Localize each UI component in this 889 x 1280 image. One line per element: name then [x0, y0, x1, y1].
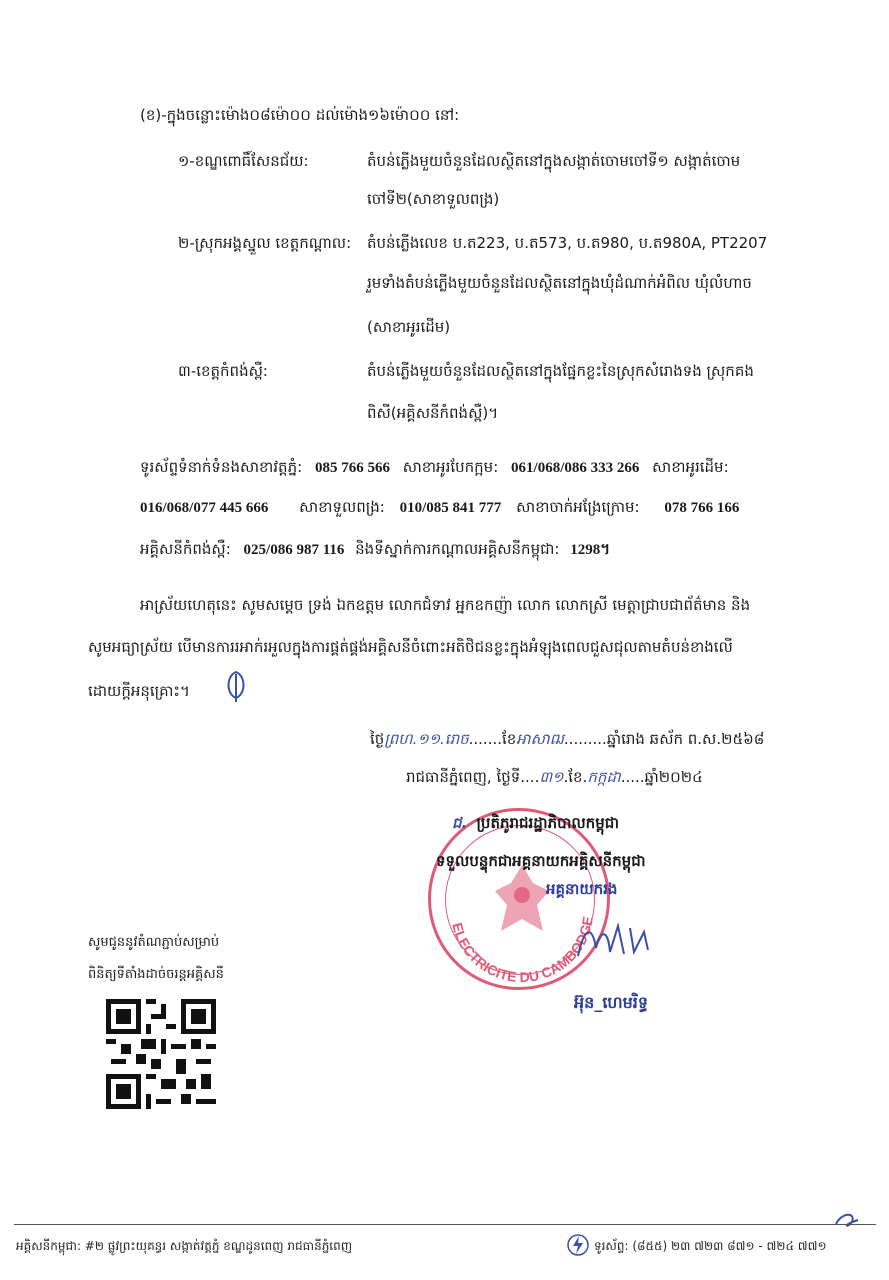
solar-suffix: .....ឆ្នាំ២០២៤ — [620, 768, 703, 786]
contacts-row-3 — [140, 538, 610, 561]
area-2-line1: តំបន់ភ្លើងលេខ ប.ត223, ប.ត573, ប.ត980, ប.ត980A, PT2207 — [367, 234, 768, 252]
lunar-month: អាសាឍ — [516, 730, 564, 748]
stamp-ring-text — [431, 811, 613, 993]
label-chak-angre: សាខាចាក់អង្រែក្រោម: — [516, 498, 640, 516]
solar-prefix: រាជធានីភ្នំពេញ, ថ្ងៃទី.... — [406, 768, 540, 786]
lunar-suffix: .........ឆ្នាំរោង ឆស័ក ព.ស.២៥៦៨ — [563, 730, 765, 748]
area-2-label: ២-ស្រុកអង្គស្នួល ខេត្តកណ្ដាល: — [178, 234, 352, 252]
phone-chak-angre: 078 766 166 — [664, 500, 740, 516]
phone-ou-daem: 016/068/077 445 666 — [140, 500, 269, 516]
label-toul-pong: សាខាទួលពង្រ: — [299, 498, 385, 516]
phone-hotline: 1298។ — [570, 542, 611, 558]
phone-wat-phnom: 085 766 566 — [314, 460, 390, 476]
phone-kampong-speu: 025/086 987 116 — [243, 542, 345, 558]
signatory-name: អ៊ុន_ហេមរិទ្ធ — [574, 993, 649, 1012]
handwritten-mark-icon — [222, 670, 252, 704]
label-ou-baek-k-orm: សាខាអូរបែកក្អម: — [402, 458, 499, 476]
qr-code[interactable] — [106, 998, 216, 1110]
contacts-row-1 — [140, 456, 729, 479]
closing-line-2: សូមអធ្យាស្រ័យ បើមានការរអាក់រអួលក្នុងការផ្គត់ផ្គង់អគ្គិសនីចំពោះអតិថិជនខ្លះក្នុងអំឡុងពេលជួសជុលតាមតំបន់ខាងលើ — [88, 638, 733, 656]
area-3-line2: ពិសី(អគ្គិសនីកំពង់ស្ពឺ)។ — [367, 404, 499, 422]
signature-prefix: ជ. — [452, 814, 468, 832]
solar-date — [406, 766, 703, 788]
handwritten-signature — [574, 918, 660, 964]
area-1-line2: ចៅទី២(សាខាទួលពង្រ) — [367, 190, 500, 208]
qr-note-line-2: ពិនិត្យទីតាំងដាច់ចរន្តអគ្គិសនី — [88, 967, 224, 982]
label-ou-daem: សាខាអូរដើម: — [652, 458, 729, 476]
section-heading: (ខ)-ក្នុងចន្លោះម៉ោង០៨ម៉ោ០០ ដល់ម៉ោង១៦ម៉ោ០០ នៅ: — [140, 106, 460, 124]
footer-phone: ទូរស័ព្ទ: (៨៥៥) ២៣ ៧២៣ ៨៧១ - ៧២៤ ៧៧១ — [594, 1239, 827, 1253]
area-3-label: ៣-ខេត្តកំពង់ស្ពឺ: — [178, 362, 268, 380]
lunar-date — [370, 728, 764, 750]
phone-toul-pong: 010/085 841 777 — [399, 500, 502, 516]
stamp-arc-text: ELECTRICITE DU CAMBODGE — [449, 915, 596, 986]
label-hotline: និងទីស្នាក់ការកណ្ដាលអគ្គិសនីកម្ពុជា: — [355, 540, 560, 558]
phone-ou-baek-k-orm: 061/068/086 333 266 — [511, 460, 640, 476]
area-2-line3: (សាខាអូរដើម) — [367, 318, 451, 336]
footer-rule — [14, 1224, 876, 1225]
lunar-day: ព្រហ.១១.រោច — [384, 730, 469, 748]
lunar-prefix: ថ្ងៃ — [370, 730, 385, 748]
footer-address: អគ្គិសនីកម្ពុជា: #២ ផ្លូវព្រះយុគន្ធរ សង្កាត់វត្តភ្នំ ខណ្ឌដូនពេញ រាជធានីភ្នំពេញ — [16, 1239, 353, 1253]
area-2-line2: រួមទាំងតំបន់ភ្លើងមួយចំនួនដែលស្ថិតនៅក្នុងឃុំដំណាក់អំពិល ឃុំលំហាច — [367, 274, 752, 292]
footer-initial-mark — [832, 1210, 862, 1230]
signature-line-2: ទទួលបន្ទុកជាអគ្គនាយកអគ្គិសនីកម្ពុជា — [436, 852, 646, 870]
solar-day: ៣១ — [539, 768, 564, 786]
closing-line-3: ដោយក្ដីអនុគ្រោះ។ — [88, 682, 190, 700]
signature-title-1: ប្រតិភូរាជរដ្ឋាភិបាលកម្ពុជា — [476, 814, 619, 832]
closing-line-1: អាស្រ័យហេតុនេះ សូមសម្ដេច ទ្រង់ ឯកឧត្ដម លោកជំទាវ អ្នកឧកញ៉ា លោក លោកស្រី មេត្តាជ្រាបជាព័ត៌មាន និង — [140, 596, 751, 614]
lunar-month-prefix: .......ខែ — [468, 730, 517, 748]
solar-month: កក្កដា — [587, 768, 621, 786]
signature-line-1 — [452, 812, 619, 834]
contacts-row-2 — [140, 496, 739, 519]
area-1-line1: តំបន់ភ្លើងមួយចំនួនដែលស្ថិតនៅក្នុងសង្កាត់ចោមចៅទី១ សង្កាត់ចោម — [367, 152, 741, 170]
qr-note-line-1: សូមជូននូវតំណភ្ជាប់សម្រាប់ — [88, 935, 220, 950]
area-3-line1: តំបន់ភ្លើងមួយចំនួនដែលស្ថិតនៅក្នុងផ្នែកខ្លះនៃស្រុកសំរោងទង ស្រុកគង — [367, 362, 754, 380]
area-1-label: ១-ខណ្ឌពោធិ៍សែនជ័យ: — [178, 152, 309, 170]
company-logo-icon — [566, 1233, 590, 1257]
signature-line-3: អគ្គនាយករង — [546, 880, 618, 898]
contacts-intro: ទូរស័ព្ទទំនាក់ទំនងសាខាវត្តភ្នំ: — [140, 458, 303, 476]
label-kampong-speu: អគ្គិសនីកំពង់ស្ពឺ: — [140, 540, 231, 558]
solar-month-prefix: .ខែ. — [563, 768, 588, 786]
